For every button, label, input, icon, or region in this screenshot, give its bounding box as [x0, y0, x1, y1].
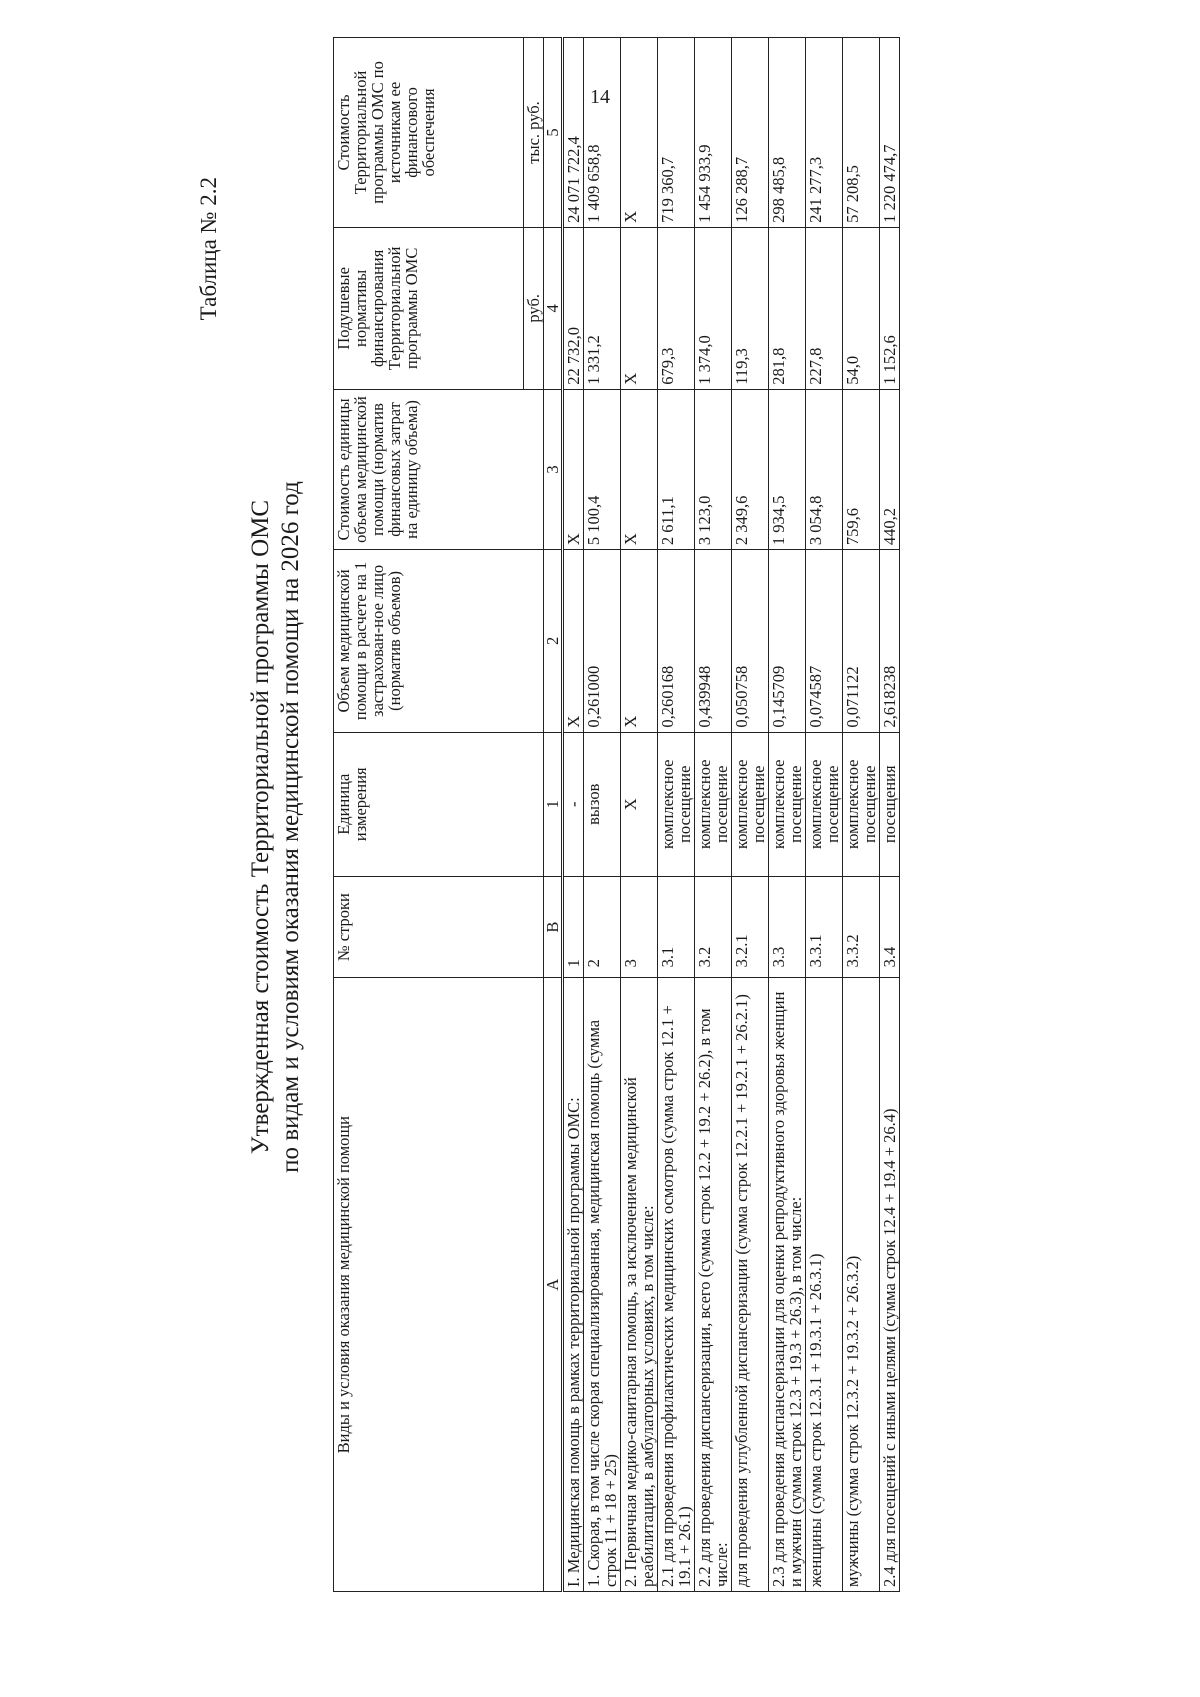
row-unit: комплексное посещение — [806, 732, 843, 876]
table-row — [880, 38, 900, 1592]
row-unit: - — [563, 732, 584, 876]
row-unit: вызов — [584, 732, 621, 876]
row-per-capita: 1 152,6 — [880, 227, 900, 389]
row-total: 298 485,8 — [769, 38, 806, 228]
row-name: 2.1 для проведения профилактических медицинских осмотров (сумма строк 12.1 + 19.1 + 26.1) — [658, 978, 695, 1592]
table-row — [563, 38, 584, 1592]
header-col-2: Объем медицинской помощи в расчете на 1 застрахован-ное лицо (норматив объемов) — [334, 550, 544, 732]
row-line-number: 3.4 — [880, 876, 900, 978]
row-cost-unit: 2 349,6 — [732, 389, 769, 549]
row-name: 2.4 для посещений с иными целями (сумма строк 12.4 + 19.4 + 26.4) — [880, 978, 900, 1592]
row-volume: Х — [563, 550, 584, 732]
title-line-1: Утвержденная стоимость Территориальной программы ОМС — [247, 499, 274, 1155]
row-volume: 0,074587 — [806, 550, 843, 732]
row-line-number: 1 — [563, 876, 584, 978]
row-unit: комплексное посещение — [732, 732, 769, 876]
row-cost-unit: 5 100,4 — [584, 389, 621, 549]
row-name: 1. Скорая, в том числе скорая специализированная, медицинская помощь (сумма строк 11 + 18 + 25) — [584, 978, 621, 1592]
header-unit-4: руб. — [524, 227, 544, 389]
row-name: 2.3 для проведения диспансеризации для оценки репродуктивного здоровья женщин и мужчин (сумма строк 12.3 + 19.3 + 26.3), в том числе: — [769, 978, 806, 1592]
table-row — [769, 38, 806, 1592]
row-total: Х — [621, 38, 658, 228]
table-row — [843, 38, 880, 1592]
row-cost-unit: 440,2 — [880, 389, 900, 549]
row-name: для проведения углубленной диспансеризации (сумма строк 12.2.1 + 19.2.1 + 26.2.1) — [732, 978, 769, 1592]
row-total: 1 220 474,7 — [880, 38, 900, 228]
row-name: мужчины (сумма строк 12.3.2 + 19.3.2 + 26.3.2) — [843, 978, 880, 1592]
header-col-5: Стоимость Территориальной программы ОМС по источникам ее финансового обеспечения — [334, 38, 524, 228]
row-total: 1 409 658,8 — [584, 38, 621, 228]
row-volume: 2,618238 — [880, 550, 900, 732]
row-volume: Х — [621, 550, 658, 732]
row-volume: 0,050758 — [732, 550, 769, 732]
row-cost-unit: 1 934,5 — [769, 389, 806, 549]
row-name: 2. Первичная медико-санитарная помощь, за исключением медицинской реабилитации, в амбулаторных условиях, в том числе: — [621, 978, 658, 1592]
header-col-4: Подушевые нормативы финансирования Территориальной программы ОМС — [334, 227, 524, 389]
row-unit: комплексное посещение — [695, 732, 732, 876]
header-unit-5: тыс. руб. — [524, 38, 544, 228]
row-per-capita: 227,8 — [806, 227, 843, 389]
row-total: 241 277,3 — [806, 38, 843, 228]
row-volume: 0,145709 — [769, 550, 806, 732]
index-cell: В — [544, 876, 563, 978]
index-row — [544, 38, 563, 1592]
table-row — [621, 38, 658, 1592]
row-volume: 0,260168 — [658, 550, 695, 732]
row-volume: 0,261000 — [584, 550, 621, 732]
table-row — [732, 38, 769, 1592]
document-title — [246, 377, 306, 1277]
row-total: 24 071 722,4 — [563, 38, 584, 228]
row-total: 126 288,7 — [732, 38, 769, 228]
row-unit: комплексное посещение — [769, 732, 806, 876]
index-cell: 3 — [544, 389, 563, 549]
row-per-capita: 22 732,0 — [563, 227, 584, 389]
omc-cost-table — [333, 37, 900, 1592]
row-per-capita: 281,8 — [769, 227, 806, 389]
row-cost-unit: 759,6 — [843, 389, 880, 549]
header-col-3: Стоимость единицы объема медицинской помощи (норматив финансовых затрат на единицу объема) — [334, 389, 544, 549]
index-cell: 2 — [544, 550, 563, 732]
row-total: 1 454 933,9 — [695, 38, 732, 228]
index-cell: 5 — [544, 38, 563, 228]
row-line-number: 3.3.2 — [843, 876, 880, 978]
row-line-number: 3.2.1 — [732, 876, 769, 978]
index-cell: А — [544, 978, 563, 1592]
row-name: I. Медицинская помощь в рамках территориальной программы ОМС: — [563, 978, 584, 1592]
row-name: женщины (сумма строк 12.3.1 + 19.3.1 + 26.3.1) — [806, 978, 843, 1592]
row-line-number: 3.3.1 — [806, 876, 843, 978]
table-row — [806, 38, 843, 1592]
row-line-number: 3.2 — [695, 876, 732, 978]
table-number: Таблица № 2.2 — [196, 177, 221, 321]
row-unit: Х — [621, 732, 658, 876]
header-col-a: Виды и условия оказания медицинской помощи — [334, 978, 544, 1592]
row-per-capita: 119,3 — [732, 227, 769, 389]
row-volume: 0,071122 — [843, 550, 880, 732]
row-per-capita: 54,0 — [843, 227, 880, 389]
table-row — [695, 38, 732, 1592]
row-name: 2.2 для проведения диспансеризации, всего (сумма строк 12.2 + 19.2 + 26.2), в том числе: — [695, 978, 732, 1592]
row-cost-unit: Х — [563, 389, 584, 549]
row-line-number: 3 — [621, 876, 658, 978]
row-volume: 0,439948 — [695, 550, 732, 732]
index-cell: 4 — [544, 227, 563, 389]
row-cost-unit: 3 054,8 — [806, 389, 843, 549]
row-total: 57 208,5 — [843, 38, 880, 228]
row-cost-unit: Х — [621, 389, 658, 549]
row-line-number: 3.3 — [769, 876, 806, 978]
row-unit: комплексное посещение — [658, 732, 695, 876]
row-cost-unit: 3 123,0 — [695, 389, 732, 549]
row-per-capita: 1 374,0 — [695, 227, 732, 389]
row-unit: комплексное посещение — [843, 732, 880, 876]
row-unit: посещения — [880, 732, 900, 876]
table-row — [658, 38, 695, 1592]
row-per-capita: 1 331,2 — [584, 227, 621, 389]
header-row — [334, 38, 524, 1592]
page-number: 14 — [590, 86, 610, 108]
row-per-capita: 679,3 — [658, 227, 695, 389]
header-col-b: № строки — [334, 876, 544, 978]
row-line-number: 3.1 — [658, 876, 695, 978]
table-row — [584, 38, 621, 1592]
row-cost-unit: 2 611,1 — [658, 389, 695, 549]
title-line-2: по видам и условиям оказания медицинской помощи на 2026 год — [277, 481, 304, 1173]
row-line-number: 2 — [584, 876, 621, 978]
row-per-capita: Х — [621, 227, 658, 389]
header-col-1: Единица измерения — [334, 732, 544, 876]
row-total: 719 360,7 — [658, 38, 695, 228]
index-cell: 1 — [544, 732, 563, 876]
